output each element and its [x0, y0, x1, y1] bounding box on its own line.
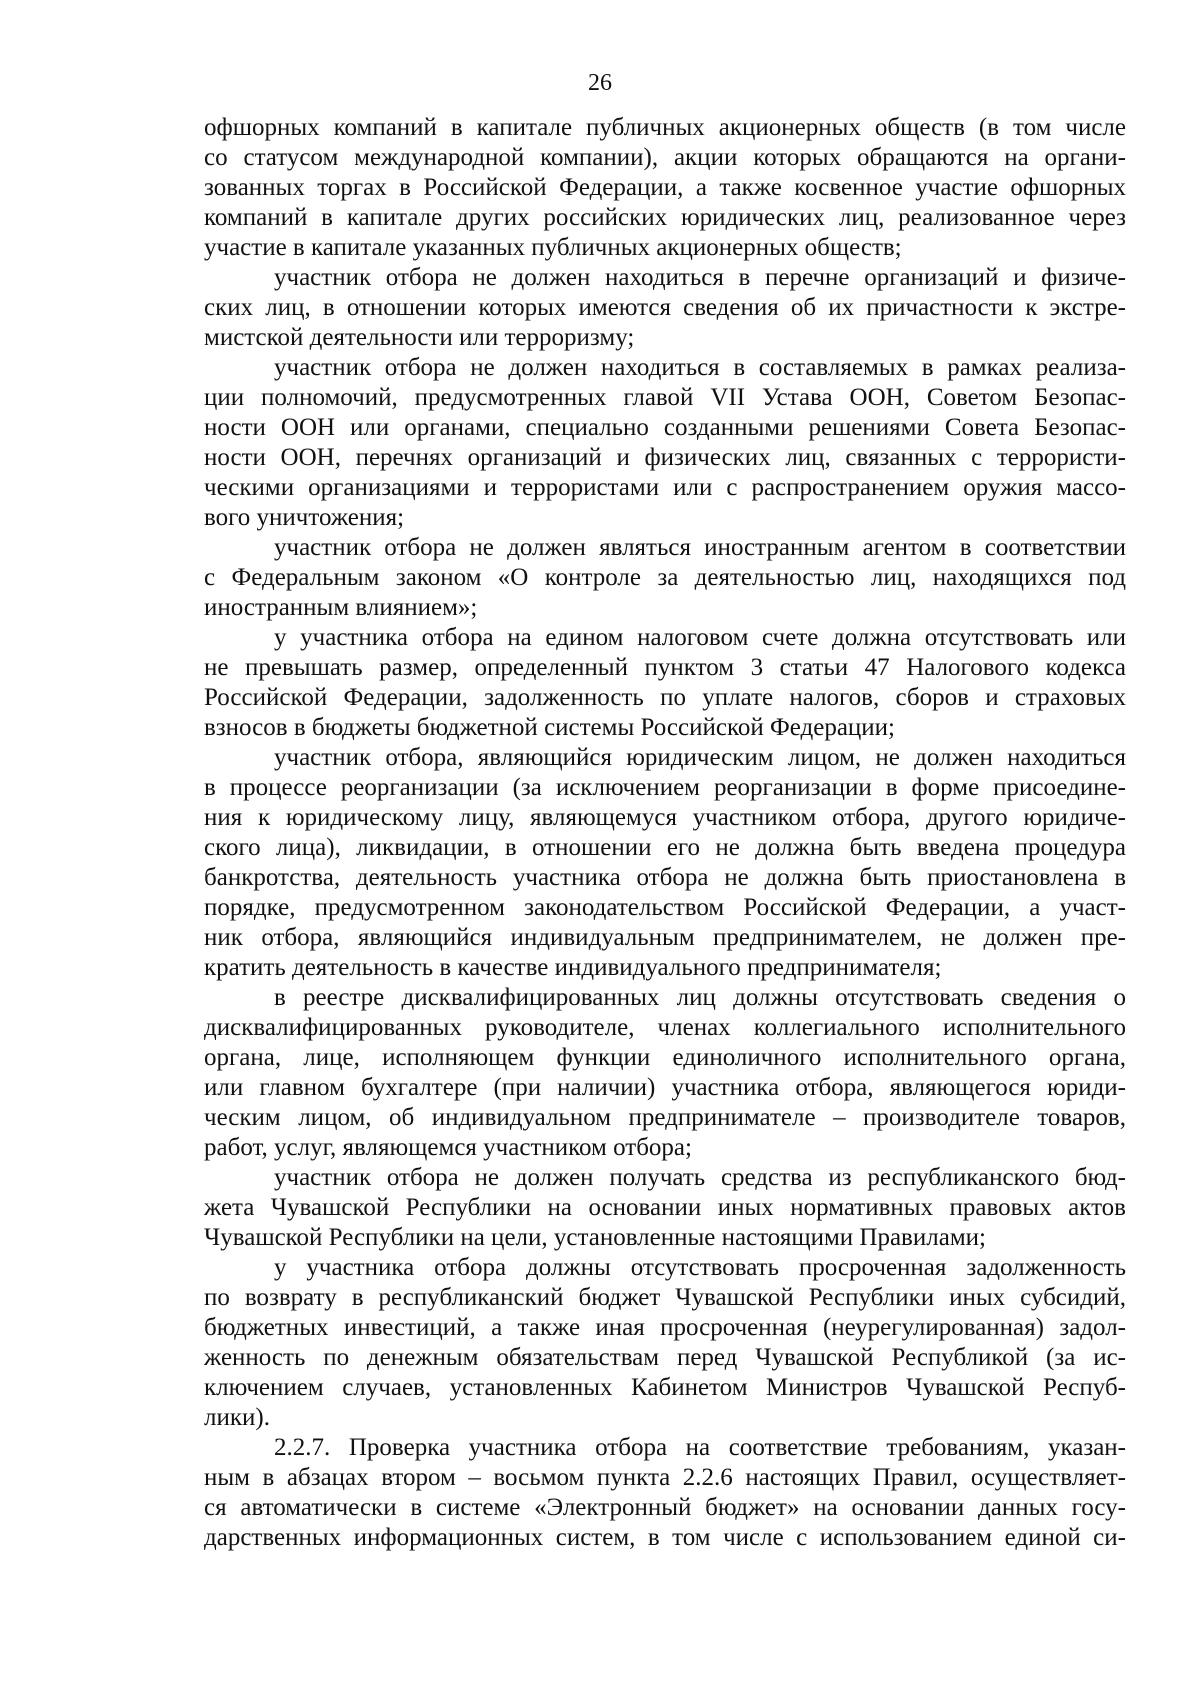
text-line: Российской Федерации, задолженность по уплате налогов, сборов и страховых: [204, 684, 1126, 711]
text-line: у участника отбора на едином налоговом счете должна отсутствовать или: [274, 624, 1126, 651]
paragraph: [204, 623, 1126, 743]
text-line: ческим лицом, об индивидуальном предпринимателе – производителе товаров,: [204, 1104, 1126, 1131]
text-line: дисквалифицированных руководителе, членах коллегиального исполнительного: [204, 1014, 1126, 1041]
text-line: жета Чувашской Республики на основании иных нормативных правовых актов: [204, 1194, 1126, 1221]
paragraph: [204, 983, 1126, 1163]
text-line: или главном бухгалтере (при наличии) участника отбора, являющегося юриди-: [204, 1074, 1126, 1101]
text-line: женность по денежным обязательствам перед Чувашской Республикой (за ис-: [204, 1344, 1126, 1371]
text-line: иностранным влиянием»;: [204, 594, 478, 621]
text-line: участник отбора, являющийся юридическим лицом, не должен находиться: [274, 744, 1126, 771]
text-line: офшорных компаний в капитале публичных акционерных обществ (в том числе: [204, 114, 1126, 141]
text-line: лики).: [204, 1404, 270, 1431]
text-line: порядке, предусмотренном законодательством Российской Федерации, а участ-: [204, 894, 1126, 921]
text-line: банкротства, деятельность участника отбора не должна быть приостановлена в: [204, 864, 1126, 891]
page-number: 26: [588, 70, 612, 96]
text-line: кратить деятельность в качестве индивидуального предпринимателя;: [204, 954, 942, 981]
paragraph: [204, 1253, 1126, 1433]
paragraph: [204, 743, 1126, 983]
text-line: 2.2.7. Проверка участника отбора на соответствие требованиям, указан-: [274, 1434, 1126, 1461]
text-line: участник отбора не должен находиться в составляемых в рамках реализа-: [274, 354, 1126, 381]
paragraph: [204, 533, 1126, 623]
text-line: ции полномочий, предусмотренных главой VII Устава ООН, Советом Безопас-: [204, 384, 1126, 411]
text-line: в реестре дисквалифицированных лиц должны отсутствовать сведения о: [274, 984, 1126, 1011]
text-line: у участника отбора должны отсутствовать просроченная задолженность: [274, 1254, 1126, 1281]
text-line: не превышать размер, определенный пунктом 3 статьи 47 Налогового кодекса: [204, 654, 1126, 681]
text-line: взносов в бюджеты бюджетной системы Российской Федерации;: [204, 714, 895, 741]
text-line: ских лиц, в отношении которых имеются сведения об их причастности к экстре-: [204, 294, 1126, 321]
text-line: органа, лице, исполняющем функции единоличного исполнительного органа,: [204, 1044, 1126, 1071]
text-line: ческими организациями и террористами или с распространением оружия массо-: [204, 474, 1126, 501]
text-line: дарственных информационных систем, в том числе с использованием единой си-: [204, 1524, 1126, 1551]
text-line: в процессе реорганизации (за исключением реорганизации в форме присоедине-: [204, 774, 1126, 801]
text-line: ского лица), ликвидации, в отношении его не должна быть введена процедура: [204, 834, 1126, 861]
text-line: ключением случаев, установленных Кабинетом Министров Чувашской Респуб-: [204, 1374, 1126, 1401]
text-line: ности ООН или органами, специально созданными решениями Совета Безопас-: [204, 414, 1126, 441]
text-line: Чувашской Республики на цели, установленные настоящими Правилами;: [204, 1224, 986, 1251]
text-line: ся автоматически в системе «Электронный бюджет» на основании данных госу-: [204, 1494, 1126, 1521]
text-line: с Федеральным законом «О контроле за деятельностью лиц, находящихся под: [204, 564, 1126, 591]
text-line: участник отбора не должен находиться в перечне организаций и физиче-: [274, 264, 1126, 291]
text-line: ности ООН, перечнях организаций и физических лиц, связанных с террористи-: [204, 444, 1126, 471]
text-line: компаний в капитале других российских юридических лиц, реализованное через: [204, 204, 1126, 231]
text-line: ник отбора, являющийся индивидуальным предпринимателем, не должен пре-: [204, 924, 1126, 951]
text-line: по возврату в республиканский бюджет Чувашской Республики иных субсидий,: [204, 1284, 1126, 1311]
paragraph: [204, 1433, 1126, 1553]
text-line: зованных торгах в Российской Федерации, а также косвенное участие офшорных: [204, 174, 1126, 201]
text-line: участие в капитале указанных публичных акционерных обществ;: [204, 234, 902, 261]
document-body: [204, 113, 1126, 1553]
paragraph: [204, 1163, 1126, 1253]
text-line: участник отбора не должен являться иностранным агентом в соответствии: [274, 534, 1126, 561]
text-line: бюджетных инвестиций, а также иная просроченная (неурегулированная) задол-: [204, 1314, 1126, 1341]
text-line: ния к юридическому лицу, являющемуся участником отбора, другого юридиче-: [204, 804, 1126, 831]
text-line: со статусом международной компании), акции которых обращаются на органи-: [204, 144, 1126, 171]
text-line: мистской деятельности или терроризму;: [204, 324, 635, 351]
text-line: работ, услуг, являющемся участником отбора;: [204, 1134, 692, 1161]
paragraph: [204, 263, 1126, 353]
text-line: ным в абзацах втором – восьмом пункта 2.2.6 настоящих Правил, осуществляет-: [204, 1464, 1126, 1491]
paragraph: [204, 353, 1126, 533]
text-line: вого уничтожения;: [204, 504, 405, 531]
text-line: участник отбора не должен получать средства из республиканского бюд-: [274, 1164, 1126, 1191]
paragraph: [204, 113, 1126, 263]
